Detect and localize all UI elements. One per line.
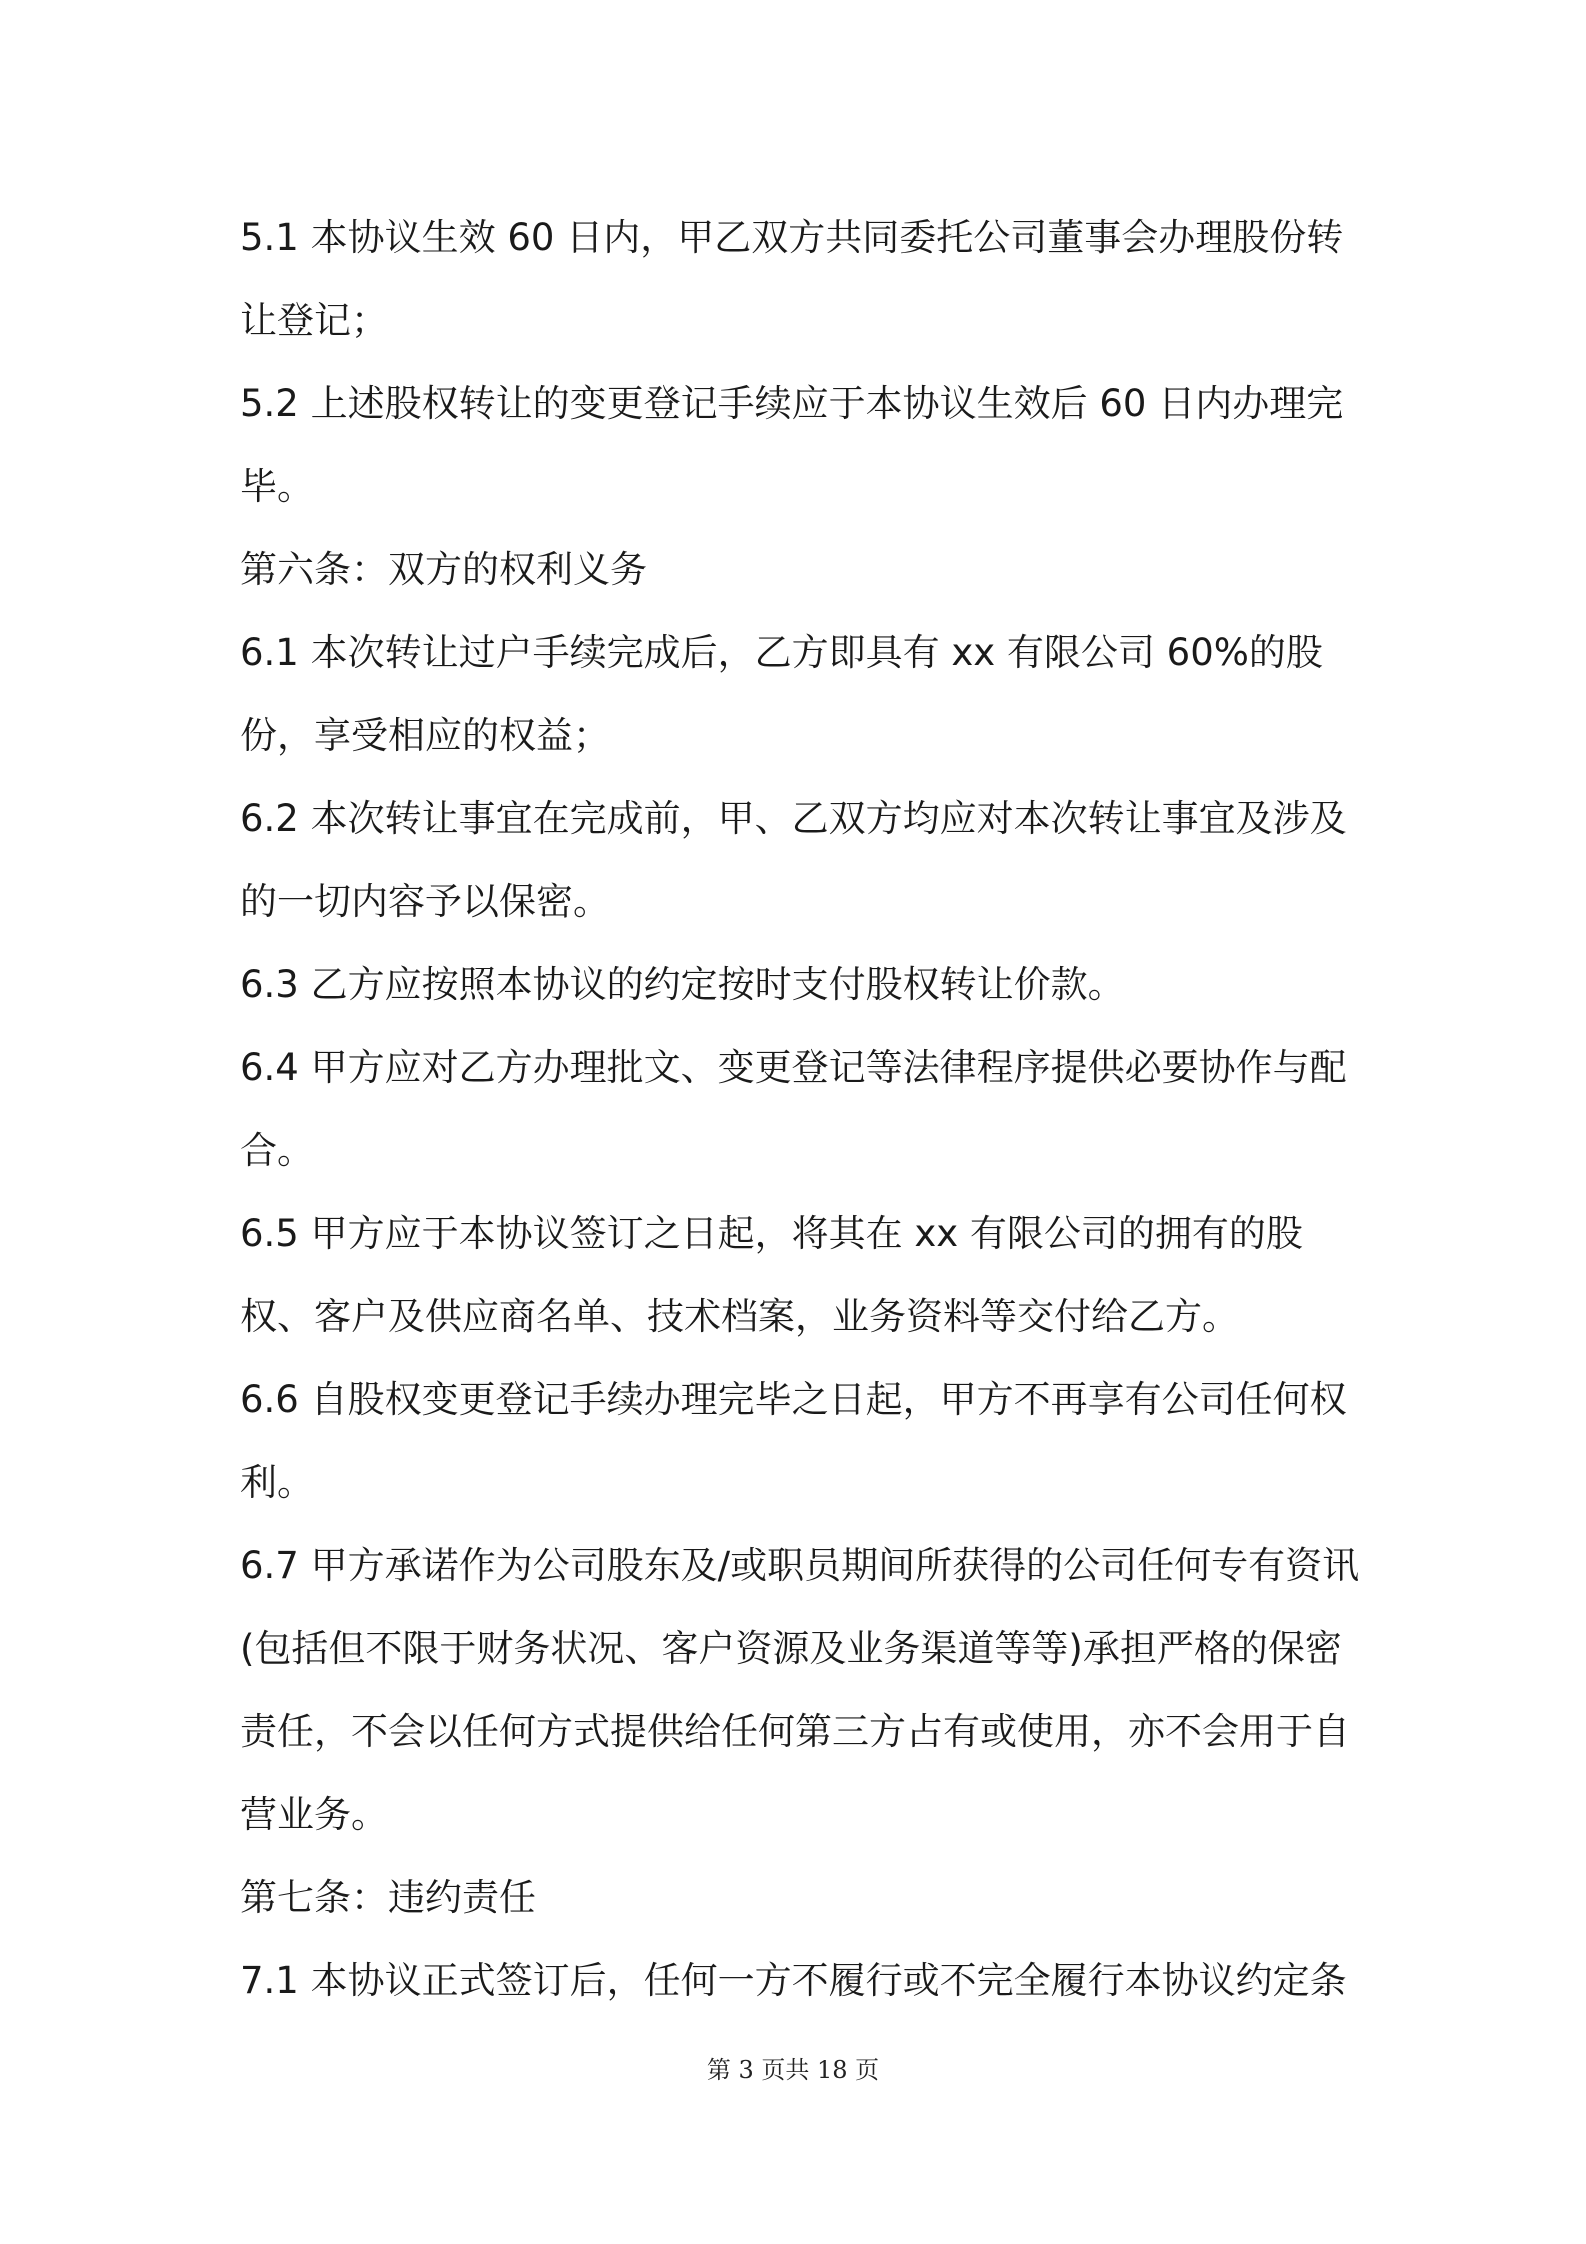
page-footer: 第 3 页共 18 页 xyxy=(706,2056,880,2084)
clause-7-1: 7.1 本协议正式签订后，任何一方不履行或不完全履行本协议约定条 xyxy=(240,1959,1347,2002)
clause-6-3: 6.3 乙方应按照本协议的约定按时支付股权转让价款。 xyxy=(240,963,1125,1006)
clause-5-1: 5.1 本协议生效 60 日内，甲乙双方共同委托公司董事会办理股份转让登记； xyxy=(240,216,1344,342)
clause-6-6: 6.6 自股权变更登记手续办理完毕之日起，甲方不再享有公司任何权利。 xyxy=(240,1378,1347,1504)
clause-6-1: 6.1 本次转让过户手续完成后，乙方即具有 xx 有限公司 60%的股份，享受相应的权益； xyxy=(240,631,1323,757)
article-6-heading: 第六条：双方的权利义务 xyxy=(240,548,647,591)
clause-6-7: 6.7 甲方承诺作为公司股东及/或职员期间所获得的公司任何专有资讯(包括但不限于财务状况、客户资源及业务渠道等等)承担严格的保密责任，不会以任何方式提供给任何第三方占有或使用，亦不会用于自营业务。 xyxy=(240,1544,1360,1836)
clause-6-4: 6.4 甲方应对乙方办理批文、变更登记等法律程序提供必要协作与配合。 xyxy=(240,1046,1347,1172)
document-body xyxy=(240,196,1360,2022)
article-7-heading: 第七条：违约责任 xyxy=(240,1876,536,1919)
clause-5-2: 5.2 上述股权转让的变更登记手续应于本协议生效后 60 日内办理完毕。 xyxy=(240,382,1344,508)
clause-6-5: 6.5 甲方应于本协议签订之日起，将其在 xx 有限公司的拥有的股权、客户及供应商名单、技术档案，业务资料等交付给乙方。 xyxy=(240,1212,1303,1338)
clause-6-2: 6.2 本次转让事宜在完成前，甲、乙双方均应对本次转让事宜及涉及的一切内容予以保密。 xyxy=(240,797,1347,923)
